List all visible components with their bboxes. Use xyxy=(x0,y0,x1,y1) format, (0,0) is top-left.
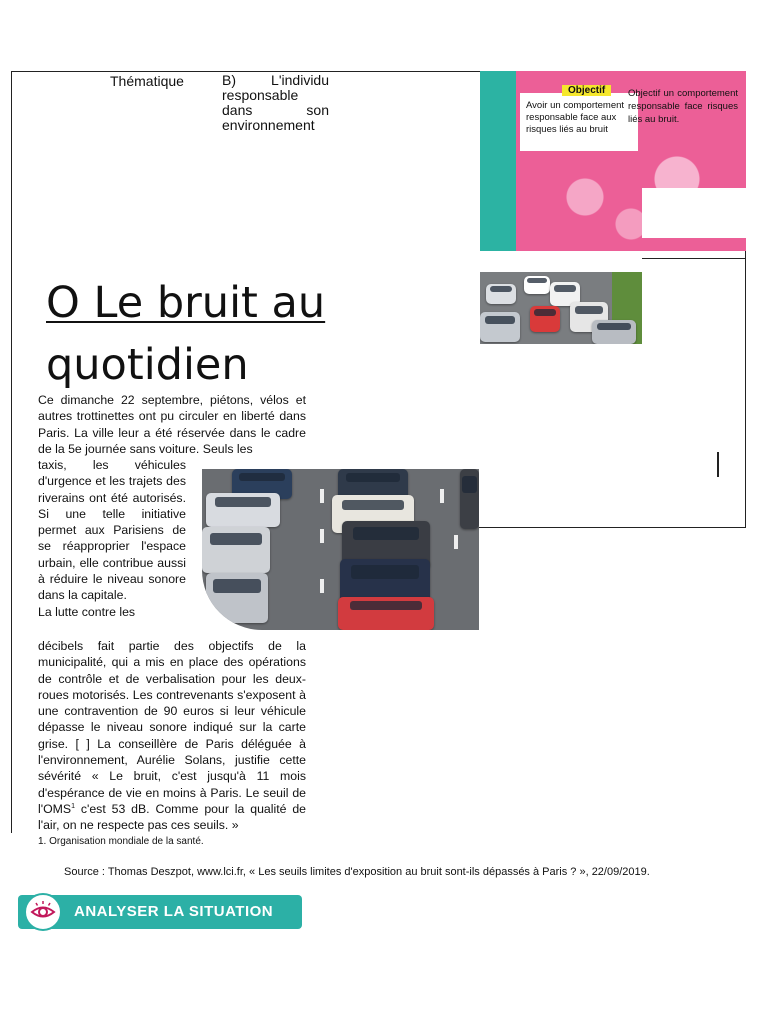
eye-icon xyxy=(24,893,62,931)
banner-label: ANALYSER LA SITUATION xyxy=(74,903,274,920)
article-paragraph-1-wrap xyxy=(38,457,186,620)
small-mark xyxy=(717,452,719,477)
frame-left-line xyxy=(11,71,12,833)
article-paragraph-2-end: c'est 53 dB. Comme pour la qualité de l'air, on ne respecte pas ces seuils. » xyxy=(38,801,306,833)
article-paragraph-2-start: La lutte contre les xyxy=(38,604,136,619)
article-paragraph-2 xyxy=(38,638,306,834)
frame-mid-line xyxy=(642,258,746,259)
frame-right-line xyxy=(745,251,746,528)
title-line-2: quotidien xyxy=(46,340,249,390)
theme-label: Thématique xyxy=(110,73,184,89)
page-title xyxy=(46,272,366,396)
footnote: 1. Organisation mondiale de la santé. xyxy=(38,836,204,847)
article-paragraph-1: Ce dimanche 22 septembre, piétons, vélos et autres trottinettes ont pu circuler en liberté dans Paris. La ville leur a été réservée dans le cadre de la 5e journée sans voiture. Seuls les xyxy=(38,393,306,456)
frame-bottom-line xyxy=(478,527,746,528)
blank-box xyxy=(642,188,746,238)
traffic-photo-small xyxy=(480,272,642,344)
article-paragraph-1-narrow: taxis, les véhicules d'urgence et les trajets des riverains ont été autorisés. Si une telle initiative permet aux Parisiens de se réapproprier l'espace urbain, elle contribue aussi à réduire le niveau sonore dans la capitale. xyxy=(38,458,186,603)
source-citation: Source : Thomas Deszpot, www.lci.fr, « Les seuils limites d'exposition au bruit sont-ils dépassés à Paris ? », 22/09/2019. xyxy=(64,866,650,878)
analyse-banner xyxy=(18,895,302,929)
article-paragraph-2-body: décibels fait partie des objectifs de la municipalité, qui a mis en place des opérations de contrôle et de verbalisation pour les deux-roues motorisés. Les contrevenants s'exposent à une contravention de 90 euros si leur véhicule dépasse le niveau sonore indiqué sur la carte grise. [ ] La conseillère de Paris déléguée à l'environnement, Aurélie Solans, justifie cette sévérité « Le bruit, c'est jusqu'à 11 mois d'espérance de vie en moins à Paris. Le seuil de l'OMS xyxy=(38,639,306,816)
title-line-1: O Le bruit au xyxy=(46,278,326,328)
objective-side-text: Objectif un comportement responsable face risques liés au bruit. xyxy=(628,88,738,125)
footnote-marker: 1 xyxy=(71,802,75,810)
objective-tag: Objectif xyxy=(562,85,611,96)
objective-text: Avoir un comportement responsable face aux risques liés au bruit xyxy=(526,100,625,135)
theme-value: B) L'individu responsable dans son environnement xyxy=(222,72,329,133)
traffic-photo xyxy=(202,469,479,630)
